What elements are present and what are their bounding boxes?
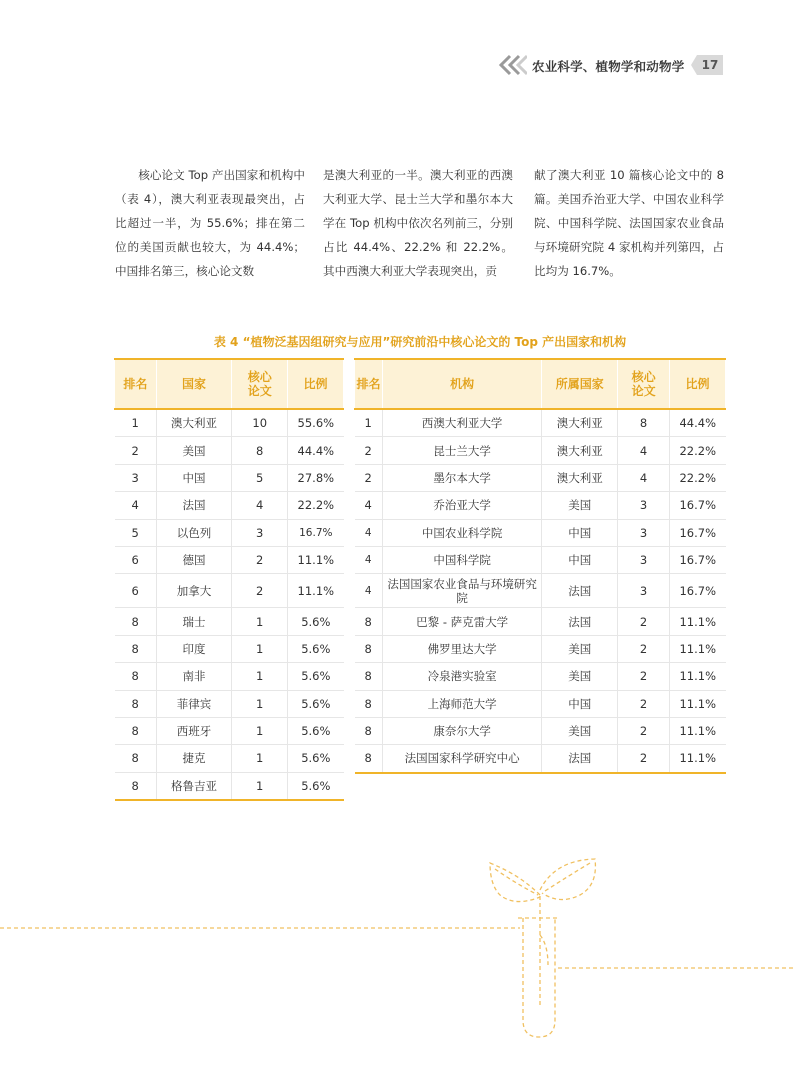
- institution-cell: [382, 690, 541, 717]
- section-title: 农业科学、植物学和动物学: [532, 59, 685, 74]
- country-cell: 菲律宾: [156, 690, 232, 717]
- institution-name: 中国农业科学院: [421, 525, 503, 540]
- rank-cell: 2: [355, 437, 383, 464]
- table-header-row: [115, 359, 344, 409]
- institution-cell: [382, 745, 541, 773]
- institution-name: 上海师范大学: [427, 696, 497, 711]
- table-row: [355, 663, 726, 690]
- papers-cell: 3: [618, 574, 670, 608]
- table-row: [115, 464, 344, 491]
- affiliated-country-cell: 美国: [542, 717, 618, 744]
- table-row: [115, 492, 344, 519]
- country-cell: 格鲁吉亚: [156, 772, 232, 800]
- country-cell: 捷克: [156, 745, 232, 772]
- affiliated-country-cell: 中国: [542, 519, 618, 546]
- table-row: [355, 635, 726, 662]
- table-row: [355, 745, 726, 773]
- affiliated-country-cell: 法国: [542, 574, 618, 608]
- papers-cell: 2: [618, 690, 670, 717]
- institution-name: 中国科学院: [433, 553, 491, 568]
- country-cell: 德国: [156, 546, 232, 573]
- ratio-cell: 5.6%: [288, 608, 344, 635]
- rank-cell: 4: [355, 546, 383, 573]
- affiliated-country-cell: 美国: [542, 635, 618, 662]
- rank-cell: 6: [115, 574, 157, 608]
- papers-cell: 2: [232, 546, 288, 573]
- table-row: [355, 437, 726, 464]
- table-row: [115, 690, 344, 717]
- institution-name: 法国国家农业食品与环境研究院: [387, 576, 537, 605]
- table-row: [355, 690, 726, 717]
- header-papers: 核心论文: [232, 359, 288, 409]
- rank-cell: 4: [355, 574, 383, 608]
- rank-cell: 8: [115, 608, 157, 635]
- institution-cell: [382, 409, 541, 437]
- body-column-3: 献了澳大利亚 10 篇核心论文中的 8 篇。美国乔治亚大学、中国农业科学院、中国科学院、法国国家农业食品与环境研究院 4 家机构并列第四，占比均为 16.7%。: [534, 168, 724, 278]
- table-row: [115, 409, 344, 437]
- papers-cell: 8: [232, 437, 288, 464]
- country-cell: 印度: [156, 635, 232, 662]
- table-row: [355, 546, 726, 573]
- ratio-cell: 11.1%: [670, 608, 726, 635]
- ratio-cell: 5.6%: [288, 717, 344, 744]
- ratio-cell: 11.1%: [670, 690, 726, 717]
- ratio-cell: 22.2%: [670, 437, 726, 464]
- papers-cell: 4: [232, 492, 288, 519]
- table-row: [355, 574, 726, 608]
- institution-cell: [382, 635, 541, 662]
- page-number: 17: [697, 55, 723, 75]
- table-row: [115, 635, 344, 662]
- table-row: [115, 574, 344, 608]
- institution-name: 佛罗里达大学: [427, 641, 497, 656]
- body-column-1: 核心论文 Top 产出国家和机构中（表 4），澳大利亚表现最突出，占比超过一半，为 55.6%；排在第二位的美国贡献也较大，为 44.4%；中国排名第三，核心论文数: [115, 168, 305, 278]
- rank-cell: 1: [115, 409, 157, 437]
- papers-cell: 1: [232, 635, 288, 662]
- rank-cell: 8: [364, 751, 372, 766]
- papers-cell: 4: [618, 464, 670, 491]
- table-header-row: [355, 359, 726, 409]
- country-cell: 美国: [156, 437, 232, 464]
- rank-cell: 8: [355, 690, 383, 717]
- papers-cell: 2: [618, 745, 670, 773]
- papers-cell: 3: [618, 546, 670, 573]
- papers-cell: 2: [618, 663, 670, 690]
- ratio-cell: 11.1%: [288, 574, 344, 608]
- papers-cell: 1: [232, 690, 288, 717]
- rank-cell: 8: [355, 608, 383, 635]
- affiliated-country-cell: 美国: [542, 492, 618, 519]
- institution-cell: [382, 663, 541, 690]
- ratio-cell: 27.8%: [288, 464, 344, 491]
- rank-cell: 8: [115, 690, 157, 717]
- affiliated-country-cell: 法国: [542, 608, 618, 635]
- institution-cell: [382, 519, 541, 546]
- running-header: [497, 52, 793, 78]
- country-table: [114, 358, 344, 801]
- papers-cell: 3: [232, 519, 288, 546]
- table-row: [115, 546, 344, 573]
- papers-cell: 8: [618, 409, 670, 437]
- table-row: [115, 663, 344, 690]
- papers-cell: 10: [232, 409, 288, 437]
- affiliated-country-cell: 中国: [542, 690, 618, 717]
- table-row: [355, 608, 726, 635]
- institution-cell: [382, 574, 541, 608]
- body-column-2: 是澳大利亚的一半。澳大利亚的西澳大利亚大学、昆士兰大学和墨尔本大学在 Top 机构中依次名列前三，分别占比 44.4%、22.2% 和 22.2%。其中西澳大利亚大学表现突出，贡: [323, 168, 513, 278]
- rank-cell: 8: [115, 635, 157, 662]
- rank-cell: 3: [115, 464, 157, 491]
- table-row: [115, 717, 344, 744]
- papers-cell: 1: [232, 663, 288, 690]
- country-cell: 西班牙: [156, 717, 232, 744]
- country-cell: 澳大利亚: [156, 409, 232, 437]
- rank-cell: 5: [115, 519, 157, 546]
- papers-cell: 1: [232, 745, 288, 772]
- header-papers: 核心论文: [618, 359, 670, 409]
- institution-name: 昆士兰大学: [433, 443, 491, 458]
- rank-cell: 4: [355, 492, 383, 519]
- rank-cell: 4: [115, 492, 157, 519]
- rank-cell: 8: [115, 717, 157, 744]
- institution-cell: [382, 464, 541, 491]
- papers-cell: 1: [232, 772, 288, 800]
- institution-name: 冷泉港实验室: [427, 669, 497, 684]
- papers-cell: 2: [618, 717, 670, 744]
- papers-cell: 2: [232, 574, 288, 608]
- rank-cell: 6: [115, 546, 157, 573]
- country-cell: 瑞士: [156, 608, 232, 635]
- papers-cell: 1: [232, 717, 288, 744]
- table-caption: 表 4 “植物泛基因组研究与应用”研究前沿中核心论文的 Top 产出国家和机构: [213, 335, 627, 349]
- affiliated-country-cell: 澳大利亚: [542, 409, 618, 437]
- ratio-cell: 5.6%: [288, 690, 344, 717]
- table-row: [355, 464, 726, 491]
- ratio-cell: 16.7%: [670, 546, 726, 573]
- table-row: [355, 492, 726, 519]
- ratio-cell: 5.6%: [288, 635, 344, 662]
- table-row: [115, 437, 344, 464]
- ratio-cell: 16.7%: [670, 492, 726, 519]
- rank-cell: 2: [115, 437, 157, 464]
- ratio-cell: 16.7%: [670, 519, 726, 546]
- ratio-cell: 16.7%: [288, 519, 344, 546]
- institution-cell: [382, 492, 541, 519]
- plant-test-tube-icon: [0, 855, 793, 1077]
- rank-cell: 4: [355, 519, 383, 546]
- header-ratio: 比例: [288, 359, 344, 409]
- institution-name: 巴黎 - 萨克雷大学: [416, 614, 509, 629]
- rank-cell: 8: [355, 663, 383, 690]
- ratio-cell: 22.2%: [670, 464, 726, 491]
- ratio-cell: 11.1%: [670, 717, 726, 744]
- affiliated-country-cell: 澳大利亚: [542, 464, 618, 491]
- affiliated-country-cell: 美国: [542, 663, 618, 690]
- institution-cell: [382, 546, 541, 573]
- institution-cell: [382, 717, 541, 744]
- ratio-cell: 11.1%: [670, 635, 726, 662]
- ratio-cell: 5.6%: [288, 663, 344, 690]
- papers-cell: 1: [232, 608, 288, 635]
- rank-cell: 8: [355, 717, 383, 744]
- ratio-cell: 11.1%: [288, 546, 344, 573]
- table-row: [355, 519, 726, 546]
- ratio-cell: 55.6%: [288, 409, 344, 437]
- double-chevron-left-icon: [497, 54, 527, 76]
- rank-cell: 8: [131, 778, 139, 793]
- country-cell: 加拿大: [156, 574, 232, 608]
- ratio-cell: 22.2%: [288, 492, 344, 519]
- country-cell: 以色列: [156, 519, 232, 546]
- ratio-cell: 5.6%: [288, 745, 344, 772]
- institution-name: 乔治亚大学: [433, 498, 491, 513]
- institution-table: [354, 358, 726, 774]
- affiliated-country-cell: 法国: [542, 745, 618, 773]
- table-row: [115, 519, 344, 546]
- table-row: [355, 409, 726, 437]
- header-country: 国家: [156, 359, 232, 409]
- papers-cell: 5: [232, 464, 288, 491]
- table-row: [115, 608, 344, 635]
- affiliated-country-cell: 中国: [542, 546, 618, 573]
- papers-cell: 3: [618, 519, 670, 546]
- rank-cell: 1: [355, 409, 383, 437]
- table-row: [115, 745, 344, 772]
- country-cell: 法国: [156, 492, 232, 519]
- institution-name: 墨尔本大学: [433, 470, 491, 485]
- header-affiliated-country: 所属国家: [542, 359, 618, 409]
- institution-cell: [382, 608, 541, 635]
- header-ratio: 比例: [670, 359, 726, 409]
- header-rank: 排名: [115, 359, 157, 409]
- rank-cell: 8: [355, 635, 383, 662]
- rank-cell: 8: [115, 663, 157, 690]
- table-row: [115, 772, 344, 800]
- ratio-cell: 44.4%: [670, 409, 726, 437]
- rank-cell: 2: [355, 464, 383, 491]
- papers-cell: 4: [618, 437, 670, 464]
- ratio-cell: 44.4%: [288, 437, 344, 464]
- affiliated-country-cell: 澳大利亚: [542, 437, 618, 464]
- country-cell: 中国: [156, 464, 232, 491]
- ratio-cell: 11.1%: [670, 745, 726, 773]
- ratio-cell: 5.6%: [288, 772, 344, 800]
- papers-cell: 3: [618, 492, 670, 519]
- institution-name: 康奈尔大学: [433, 724, 491, 739]
- table-row: [355, 717, 726, 744]
- header-rank: 排名: [355, 359, 383, 409]
- rank-cell: 8: [115, 745, 157, 772]
- header-institution: 机构: [382, 359, 541, 409]
- ratio-cell: 16.7%: [670, 574, 726, 608]
- country-cell: 南非: [156, 663, 232, 690]
- papers-cell: 2: [618, 635, 670, 662]
- institution-name: 法国国家科学研究中心: [404, 751, 520, 766]
- institution-name: 西澳大利亚大学: [421, 416, 503, 431]
- ratio-cell: 11.1%: [670, 663, 726, 690]
- papers-cell: 2: [618, 608, 670, 635]
- institution-cell: [382, 437, 541, 464]
